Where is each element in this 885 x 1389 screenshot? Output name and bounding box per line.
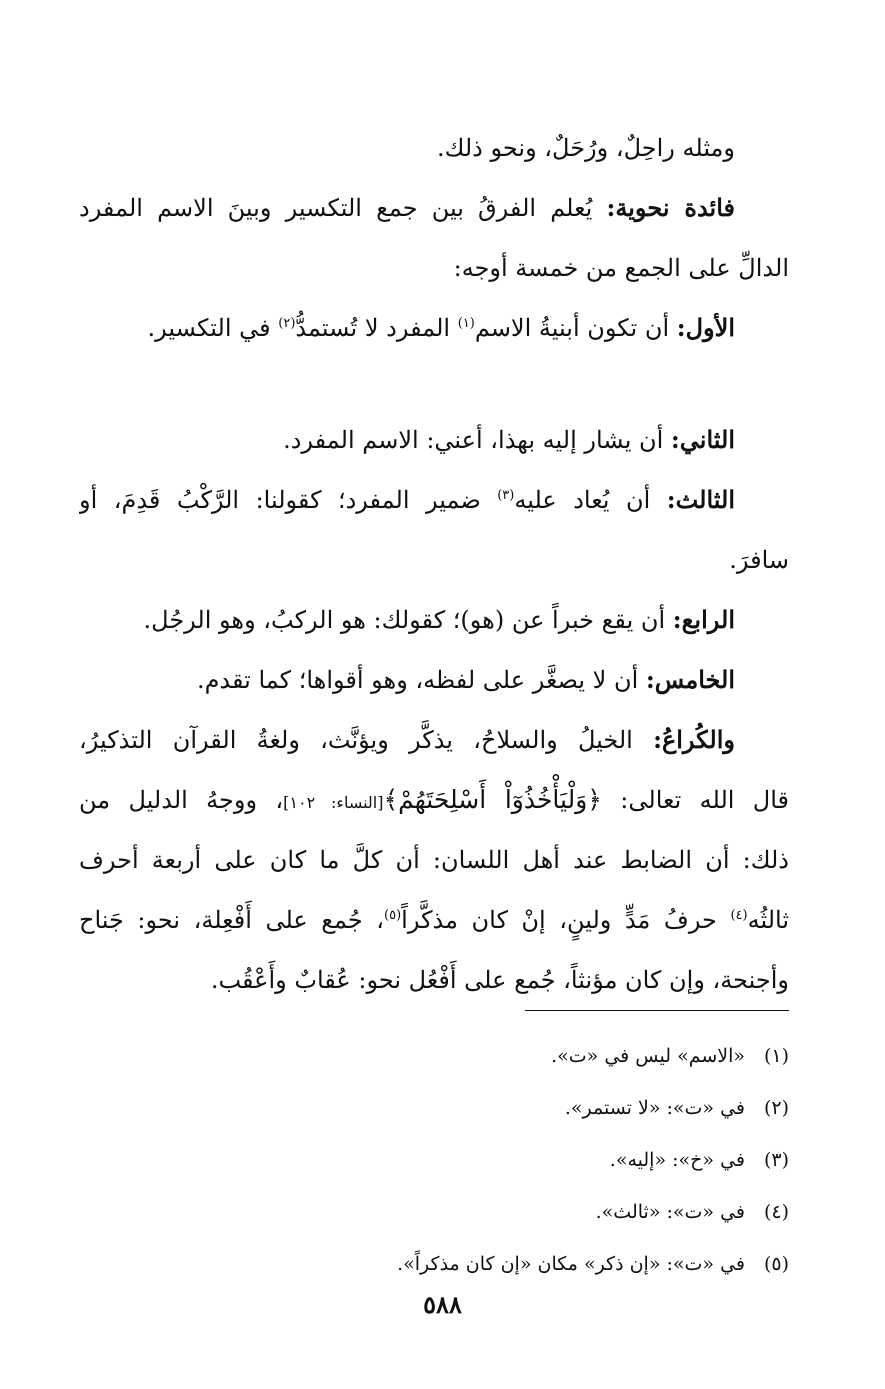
paragraph-label: والكُراعُ: xyxy=(653,725,735,754)
footnote-number: (٢) xyxy=(763,1097,789,1119)
text-line xyxy=(79,830,789,890)
line-text: أن تكون أبنيةُ الاسم xyxy=(474,314,677,342)
verse-reference: [النساء: ١٠٢] xyxy=(283,793,384,812)
footnote-ref: (٥) xyxy=(384,908,402,923)
footnote-number: (٣) xyxy=(763,1149,789,1171)
footnote xyxy=(189,1082,789,1134)
footnotes xyxy=(189,1030,789,1290)
footnote-separator xyxy=(525,1010,789,1011)
paragraph-third xyxy=(79,470,789,530)
footnote-number: (١) xyxy=(763,1045,789,1067)
paragraph-label: الرابع: xyxy=(672,605,735,634)
line-text: ، ووجهُ الدليل من xyxy=(79,786,284,814)
line-text: ، جُمع على أَفْعِلة، نحو: جَناح xyxy=(79,906,385,934)
text-line xyxy=(79,950,789,1010)
footnote xyxy=(189,1134,789,1186)
paragraph-label: الخامس: xyxy=(645,665,735,694)
footnote xyxy=(189,1186,789,1238)
paragraph-nahw-note xyxy=(79,178,789,238)
line-text: أن يشار إليه بهذا، أعني: الاسم المفرد. xyxy=(283,426,671,454)
footnote-ref: (٣) xyxy=(497,488,515,503)
line-text: حرفُ مَدٍّ ولينٍ، إنْ كان مذكَّراً xyxy=(401,906,731,934)
paragraph-first xyxy=(79,298,789,358)
text-line xyxy=(79,238,789,298)
line-text: الدالِّ على الجمع من خمسة أوجه: xyxy=(453,254,789,282)
footnote-ref: (٤) xyxy=(730,908,748,923)
footnote-number: (٥) xyxy=(763,1253,789,1275)
line-text: ثالثُه xyxy=(747,906,789,934)
paragraph-label: فائدة نحوية: xyxy=(606,193,735,222)
paragraph-label: الثالث: xyxy=(666,485,735,514)
page-number: ٥٨٨ xyxy=(423,1290,462,1319)
text-line xyxy=(79,530,789,590)
text-line xyxy=(79,890,789,950)
paragraph-kura xyxy=(79,710,789,770)
line-text: الخيلُ والسلاحُ، يذكَّر ويؤنَّث، ولغةُ القرآن التذكيرُ، xyxy=(79,726,654,754)
paragraph-fifth xyxy=(79,650,789,710)
line-text: ضمير المفرد؛ كقولنا: الرَّكْبُ قَدِمَ، أو xyxy=(79,486,498,514)
footnote-number: (٤) xyxy=(763,1201,789,1223)
line-text: أن يُعاد عليه xyxy=(514,486,667,514)
paragraph-label: الأول: xyxy=(676,313,735,342)
line-text: ومثله راحِلٌ، ورُحَلٌ، ونحو ذلك. xyxy=(437,134,735,162)
footnote-text: في «ت»: «إن ذكر» مكان «إن كان مذكراً». xyxy=(397,1253,745,1275)
quran-verse: ﴿وَلْيَأْخُذُوٓاْ أَسْلِحَتَهُمْ﴾ xyxy=(383,785,602,814)
line-text: في التكسير. xyxy=(147,314,279,342)
page-body xyxy=(79,118,789,1010)
line-text: أن لا يصغَّر على لفظه، وهو أقواها؛ كما تقدم. xyxy=(196,666,646,694)
text-line xyxy=(79,770,789,830)
text-line xyxy=(79,118,789,178)
paragraph-second xyxy=(79,410,789,470)
footnote xyxy=(189,1238,789,1290)
footnote-text: في «خ»: «إليه». xyxy=(609,1149,745,1171)
paragraph-gap xyxy=(79,358,789,410)
line-text: المفرد لا تُستمدُّ xyxy=(295,314,458,342)
footnote-ref: (١) xyxy=(457,316,475,331)
footnote-text: في «ت»: «لا تستمر». xyxy=(564,1097,745,1119)
footnote-text: في «ت»: «ثالث». xyxy=(595,1201,745,1223)
line-text: يُعلم الفرقُ بين جمع التكسير وبينَ الاسم المفرد xyxy=(79,194,607,222)
line-text: سافرَ. xyxy=(729,546,789,574)
line-text: ذلك: أن الضابط عند أهل اللسان: أن كلَّ ما كان على أربعة أحرف xyxy=(79,846,789,874)
footnote xyxy=(189,1030,789,1082)
line-text: وأجنحة، وإن كان مؤنثاً، جُمع على أَفْعُل نحو: عُقابٌ وأَعْقُب. xyxy=(210,966,789,994)
footnote-ref: (٢) xyxy=(278,316,296,331)
paragraph-fourth xyxy=(79,590,789,650)
line-text: أن يقع خبراً عن (هو)؛ كقولك: هو الركبُ، وهو الرجُل. xyxy=(143,606,673,634)
footnote-text: «الاسم» ليس في «ت». xyxy=(551,1045,745,1067)
paragraph-label: الثاني: xyxy=(670,425,735,454)
line-text: قال الله تعالى: xyxy=(601,786,789,814)
